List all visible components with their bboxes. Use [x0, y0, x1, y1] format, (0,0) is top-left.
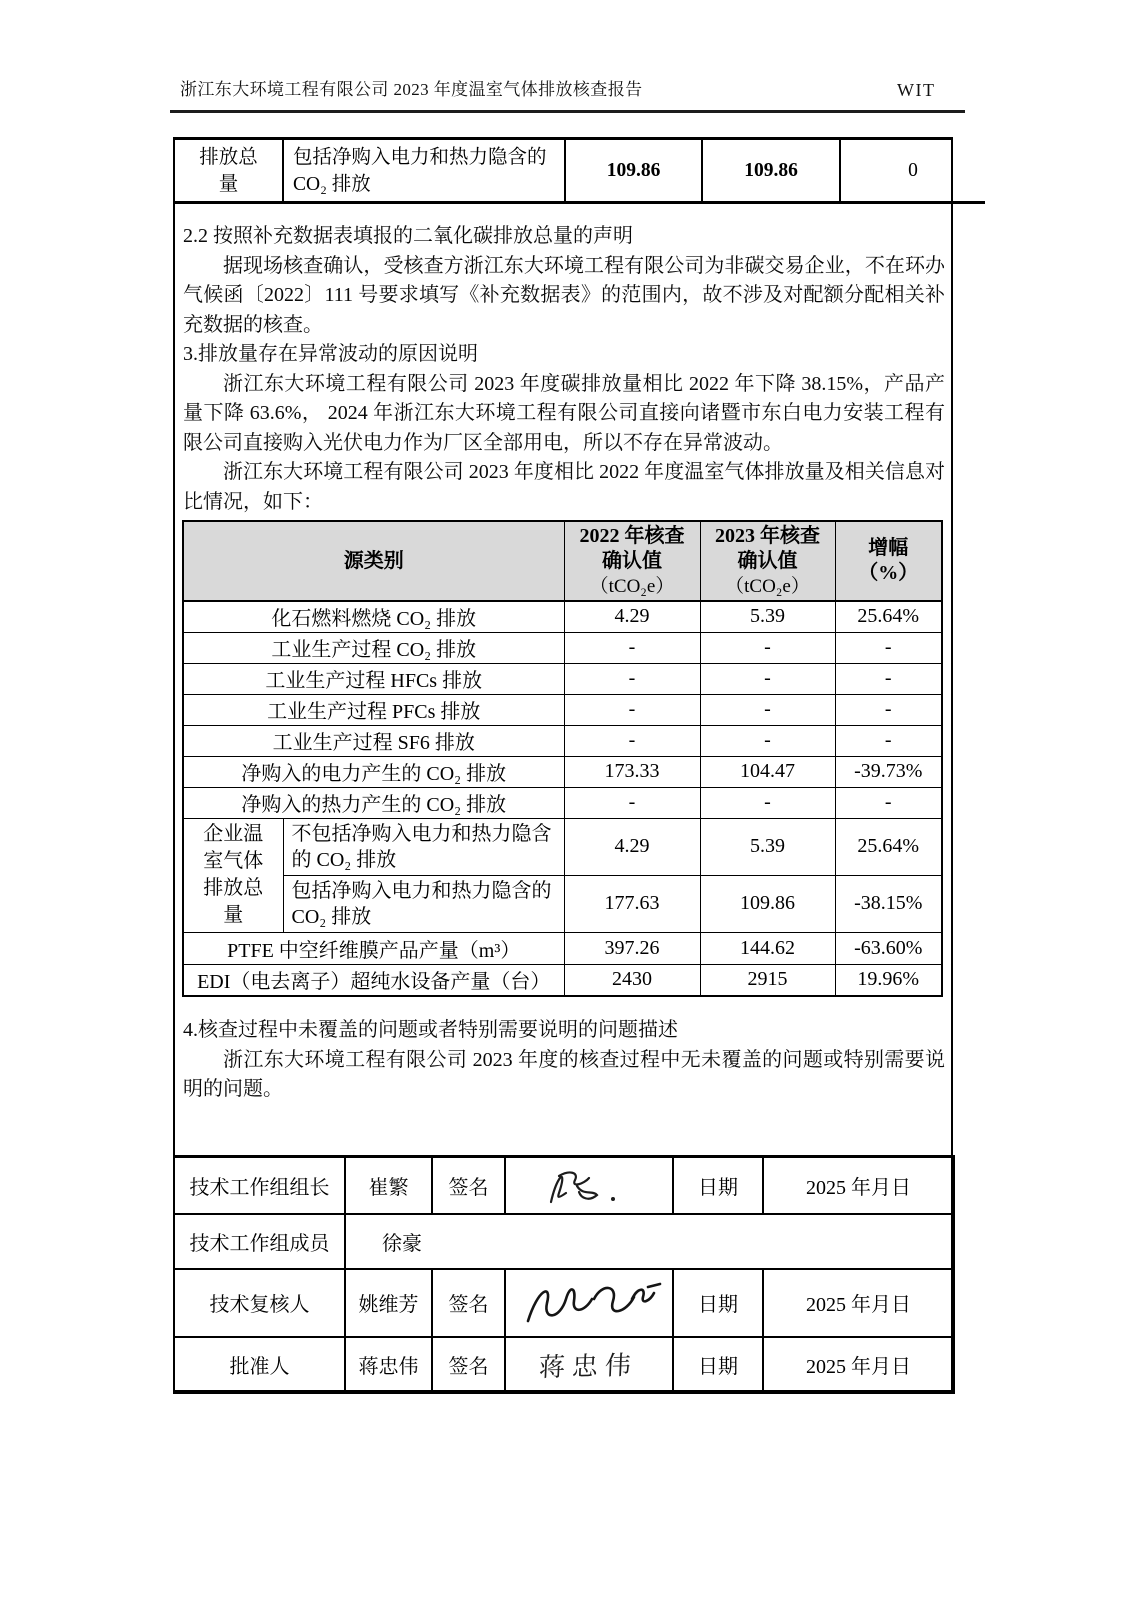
- members-names-cell: 徐豪: [345, 1214, 954, 1269]
- header-wit-mark: WIT: [897, 80, 936, 100]
- header-change: [835, 521, 942, 601]
- document-header-title: 浙江东大环境工程有限公司 2023 年度温室气体排放核查报告: [180, 80, 643, 99]
- role-cell: 技术工作组组长: [174, 1157, 345, 1214]
- value-2023: -: [700, 725, 835, 756]
- value-2022: -: [564, 694, 700, 725]
- emission-total-label: 排放总量: [199, 146, 258, 195]
- header-2022: [564, 521, 700, 601]
- reviewer-signature-scribble: [514, 1275, 664, 1331]
- header-rule: [170, 110, 965, 113]
- sections-2-3-text: [183, 222, 945, 517]
- signature-row-leader: [174, 1157, 954, 1214]
- table-row: [183, 787, 942, 818]
- header-2023-unit: （tCO₂e）: [725, 575, 810, 597]
- value-2022: 397.26: [564, 932, 700, 964]
- header-2023-line2: 确认值: [737, 549, 798, 572]
- group-label: 企业温室气体排放总量: [203, 823, 264, 926]
- source-cell: EDI（电去离子）超纯水设备产量（台）: [183, 964, 564, 996]
- value-2022: -: [564, 632, 700, 663]
- value-2023: 109.86: [700, 875, 835, 932]
- role-cell: 技术复核人: [174, 1269, 345, 1337]
- header-2022-unit: （tCO₂e）: [589, 575, 675, 597]
- signature-cell: [505, 1157, 673, 1214]
- section-4-text: [183, 1016, 945, 1105]
- value-2022: -: [564, 787, 700, 818]
- section-4-paragraph: 浙江东大环境工程有限公司 2023 年度的核查过程中无未覆盖的问题或特别需要说明的问题。: [183, 1048, 945, 1100]
- header-source-category: 源类别: [183, 521, 564, 601]
- source-cell: 工业生产过程 SF6 排放: [183, 725, 564, 756]
- table-row: [183, 964, 942, 996]
- table-row: [183, 932, 942, 964]
- source-cell: 净购入的热力产生的 CO₂ 排放: [183, 787, 564, 818]
- emission-total-continued-table: [175, 140, 985, 204]
- table-row: [183, 601, 942, 632]
- section-3-heading: 3.排放量存在异常波动的原因说明: [183, 343, 478, 365]
- value-2022: 4.29: [564, 818, 700, 875]
- table-row: [183, 632, 942, 663]
- value-change: 25.64%: [835, 818, 942, 875]
- source-cell: 工业生产过程 HFCs 排放: [183, 663, 564, 694]
- date-label-cell: 日期: [673, 1269, 763, 1337]
- value-change: -38.15%: [835, 875, 942, 932]
- value-2023: 144.62: [700, 932, 835, 964]
- role-cell: 批准人: [174, 1337, 345, 1393]
- header-2022-line2: 确认值: [602, 549, 662, 572]
- value-change: 19.96%: [835, 964, 942, 996]
- header-2022-line1: 2022 年核查: [579, 524, 685, 547]
- signature-row-reviewer: [174, 1269, 954, 1337]
- table-row: [183, 756, 942, 787]
- value-change: -: [835, 632, 942, 663]
- section-2-2-paragraph: 据现场核查确认，受核查方浙江东大环境工程有限公司为非碳交易企业，不在环办气候函〔2022〕111 号要求填写《补充数据表》的范围内，故不涉及对配额分配相关补充数据的核查。: [183, 254, 945, 336]
- emission-total-description: 包括净购入电力和热力隐含的 CO₂ 排放: [283, 140, 565, 203]
- header-change-line2: （%）: [858, 562, 919, 584]
- value-2022: 4.29: [564, 601, 700, 632]
- value-2022: 177.63: [564, 875, 700, 932]
- value-2022: 2430: [564, 964, 700, 996]
- value-2022: -: [564, 663, 700, 694]
- source-cell: PTFE 中空纤维膜产品产量（m³）: [183, 932, 564, 964]
- source-cell: 不包括净购入电力和热力隐含的 CO₂ 排放: [283, 818, 564, 875]
- value-2023: 104.47: [700, 756, 835, 787]
- section-4-heading: 4.核查过程中未覆盖的问题或者特别需要说明的问题描述: [183, 1019, 678, 1041]
- emission-total-row: [175, 140, 985, 203]
- emission-total-difference: 0: [840, 140, 985, 203]
- value-change: -: [835, 725, 942, 756]
- date-value-cell: 2025 年月日: [763, 1269, 954, 1337]
- section-2-2-heading: 2.2 按照补充数据表填报的二氧化碳排放总量的声明: [183, 225, 633, 247]
- section-3-paragraph-1: 浙江东大环境工程有限公司 2023 年度碳排放量相比 2022 年下降 38.15%，产品产量下降 63.6%， 2024 年浙江东大环境工程有限公司直接向诸暨市东白电力安装工程有限公司直接购入光伏电力作为厂区全部用电，所以不存在异常波动。: [183, 372, 945, 454]
- emission-total-label-cell: [175, 140, 283, 203]
- value-2022: -: [564, 725, 700, 756]
- signature-cell: [505, 1269, 673, 1337]
- value-change: -: [835, 787, 942, 818]
- signature-row-approver: [174, 1337, 954, 1393]
- section-3-paragraph-2: 浙江东大环境工程有限公司 2023 年度相比 2022 年度温室气体排放量及相关信息对比情况，如下：: [183, 461, 945, 513]
- value-2022: 173.33: [564, 756, 700, 787]
- header-change-line1: 增幅: [868, 537, 909, 559]
- group-label-cell: [183, 818, 283, 932]
- source-cell: 净购入的电力产生的 CO₂ 排放: [183, 756, 564, 787]
- table-row: [183, 725, 942, 756]
- value-2023: -: [700, 694, 835, 725]
- date-label-cell: 日期: [673, 1337, 763, 1393]
- value-2023: -: [700, 663, 835, 694]
- ghg-comparison-table: [182, 520, 943, 997]
- value-2023: 5.39: [700, 818, 835, 875]
- header-2023: [700, 521, 835, 601]
- value-change: -63.60%: [835, 932, 942, 964]
- source-cell: 包括净购入电力和热力隐含的 CO₂ 排放: [283, 875, 564, 932]
- signature-row-members: [174, 1214, 954, 1269]
- date-value-cell: 2025 年月日: [763, 1157, 954, 1214]
- name-cell: 蒋忠伟: [345, 1337, 432, 1393]
- source-cell: 化石燃料燃烧 CO₂ 排放: [183, 601, 564, 632]
- emission-total-value-2: 109.86: [702, 140, 840, 203]
- table-row: [183, 818, 942, 875]
- source-cell: 工业生产过程 CO₂ 排放: [183, 632, 564, 663]
- leader-signature-scribble: [529, 1162, 649, 1208]
- header-2023-line1: 2023 年核查: [715, 524, 820, 547]
- name-cell: 崔繁: [345, 1157, 432, 1214]
- sign-label-cell: 签名: [432, 1157, 505, 1214]
- table-row: [183, 694, 942, 725]
- table-row: [183, 663, 942, 694]
- comparison-header-row: [183, 521, 942, 601]
- table-row: [183, 875, 942, 932]
- emission-total-value-1: 109.86: [565, 140, 702, 203]
- date-label-cell: 日期: [673, 1157, 763, 1214]
- signature-table: [173, 1155, 955, 1394]
- source-cell: 工业生产过程 PFCs 排放: [183, 694, 564, 725]
- value-2023: 2915: [700, 964, 835, 996]
- role-cell: 技术工作组成员: [174, 1214, 345, 1269]
- value-change: -: [835, 663, 942, 694]
- date-value-cell: 2025 年月日: [763, 1337, 954, 1393]
- value-change: -39.73%: [835, 756, 942, 787]
- sign-label-cell: 签名: [432, 1337, 505, 1393]
- value-2023: -: [700, 787, 835, 818]
- sign-label-cell: 签名: [432, 1269, 505, 1337]
- signature-cell: [505, 1337, 673, 1393]
- value-2023: -: [700, 632, 835, 663]
- value-2023: 5.39: [700, 601, 835, 632]
- value-change: 25.64%: [835, 601, 942, 632]
- value-change: -: [835, 694, 942, 725]
- approver-signature-handwriting: 蒋忠伟: [538, 1350, 640, 1383]
- name-cell: 姚维芳: [345, 1269, 432, 1337]
